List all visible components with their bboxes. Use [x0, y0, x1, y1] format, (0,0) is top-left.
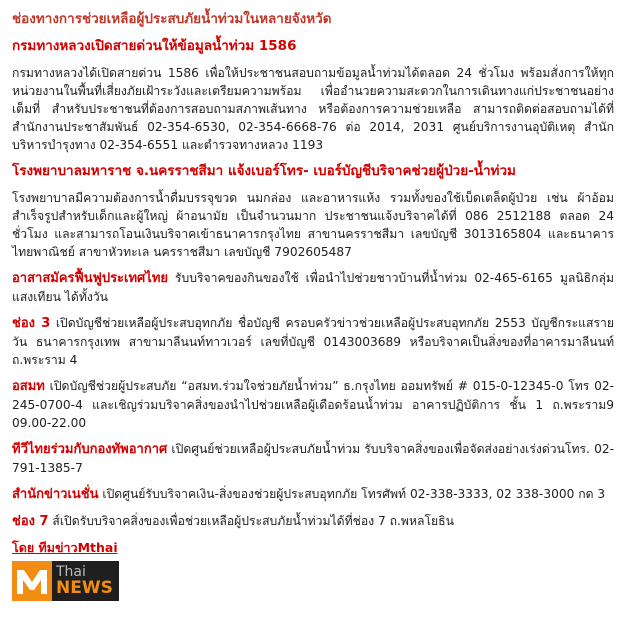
list-item [12, 512, 614, 531]
article [12, 10, 614, 601]
logo-thai-text: Thai [56, 563, 86, 580]
item-lead: อาสาสมัครฟื้นฟูประเทศไทย [12, 271, 169, 286]
list-item [12, 269, 614, 306]
item-text: เปิดบัญชีช่วยผู้ประสบภัย “อสมท.ร่วมใจช่วยภัยน้ำท่วม” ธ.กรุงไทย ออมทรัพย์ # 015-0-12345-0 โทร 02-245-0700-4 และเชิญร่วมบริจาคสิ่งของนำไปช่วยเหลือผู้เดือดร้อนน้ำท่วม อาคารปฏิบัติการ ชั้น 1 ถ.พระราม9 09.00-22.00 [12, 379, 614, 430]
item-lead: ทีวีไทยร่วมกับกองทัพอากาศ [12, 442, 168, 457]
item-text: เปิดศูนย์ช่วยเหลือผู้ประสบภัยน้ำท่วม รับบริจาคสิ่งของเพื่อจัดส่งอย่างเร่งด่วนโทร. 02-791-1385-7 [12, 442, 614, 475]
section-heading-hospital: โรงพยาบาลมหาราช จ.นครราชสีมา แจ้งเบอร์โทร- เบอร์บัญชีบริจาคช่วยผู้ป่วย-น้ำท่วม [12, 163, 516, 179]
byline-link[interactable]: โดย ทีมข่าวMthai [12, 540, 118, 555]
item-lead: ช่อง 3 [12, 316, 51, 331]
list-item [12, 440, 614, 477]
list-item [12, 314, 614, 369]
item-text: รับบริจาคของกินของใช้ เพื่อนำไปช่วยชาวบ้านที่น้ำท่วม 02-465-6165 มูลนิธิกลุ่มแสงเทียน ได้ทั้งวัน [12, 271, 614, 304]
mthai-news-logo[interactable] [12, 561, 119, 601]
section-heading-highway: กรมทางหลวงเปิดสายด่วนให้ข้อมูลน้ำท่วม 1586 [12, 38, 297, 54]
item-lead: สำนักข่าวเนชั่น [12, 487, 99, 502]
list-item [12, 377, 614, 432]
m-logo-icon [12, 561, 52, 601]
section-body-highway: กรมทางหลวงได้เปิดสายด่วน 1586 เพื่อให้ประชาชนสอบถามข้อมูลน้ำท่วมได้ตลอด 24 ชั่วโมง พร้อมสั่งการให้ทุกหน่วยงานในพื้นที่เสี่ยงภัยเฝ้าระวังและเตรียมความพร้อม เพื่ออำนวยความสะดวกในการเดินทางแก่ประชาชนอย่างเต็มที่ สำหรับประชาชนที่ต้องการสอบถามสภาพเส้นทาง หรือต้องการความช่วยเหลือ สามารถติดต่อสอบถามได้ที่สำนักงานประชาสัมพันธ์ 02-354-6530, 02-354-6668-76 ต่อ 2014, 2031 ศูนย์บริการงานอุบัติเหตุ สำนักบริหารบำรุงทาง 02-354-6551 และตำรวจทางหลวง 1193 [12, 66, 614, 152]
item-lead: ช่อง 7 [12, 514, 49, 529]
list-item [12, 485, 614, 504]
logo-news-text: NEWS [56, 577, 113, 598]
logo-text-block [52, 561, 119, 601]
item-text: เปิดศูนย์รับบริจาคเงิน-สิ่งของช่วยผู้ประสบอุทกภัย โทรศัพท์ 02-338-3333, 02 338-3000 กด 3 [98, 487, 606, 501]
item-text: เปิดบัญชีช่วยเหลือผู้ประสบอุทกภัย ชื่อบัญชี ครอบครัวข่าวช่วยเหลือผู้ประสบอุทกภัย 2553 บัญชีกระแสรายวัน ธนาคารกรุงเทพ สาขามาลีนนท์ทาวเวอร์ เลขที่บัญชี 0143003689 หรือบริจาคเป็นสิ่งของที่อาคารมาลีนนท์ ถ.พระราม 4 [12, 316, 614, 367]
section-body-hospital: โรงพยาบาลมีความต้องการน้ำดื่มบรรจุขวด นมกล่อง และอาหารแห้ง รวมทั้งของใช้เบ็ดเตล็ดผู้ป่วย เช่น ผ้าอ้อมสำเร็จรูปสำหรับเด็กและผู้ใหญ่ ผ้าอนามัย เป็นจำนวนมาก ประชาชนแจ้งบริจาคได้ที่ 086 2512188 ตลอด 24 ชั่วโมง และสามารถโอนเงินบริจาคเข้าธนาคารกรุงไทย สาขานครราชสีมา เลขบัญชี 3013165804 และธนาคารไทยพาณิชย์ สาขาหัวทะเล นครราชสีมา เลขบัญชี 7902605487 [12, 191, 614, 259]
page-title: ช่องทางการช่วยเหลือผู้ประสบภัยน้ำท่วมในหลายจังหวัด [12, 11, 332, 27]
item-text: ส์เปิดรับบริจาคสิ่งของเพื่อช่วยเหลือผู้ประสบภัยน้ำท่วมได้ที่ช่อง 7 ถ.พหลโยธิน [48, 514, 454, 528]
item-lead: อสมท [12, 379, 45, 394]
